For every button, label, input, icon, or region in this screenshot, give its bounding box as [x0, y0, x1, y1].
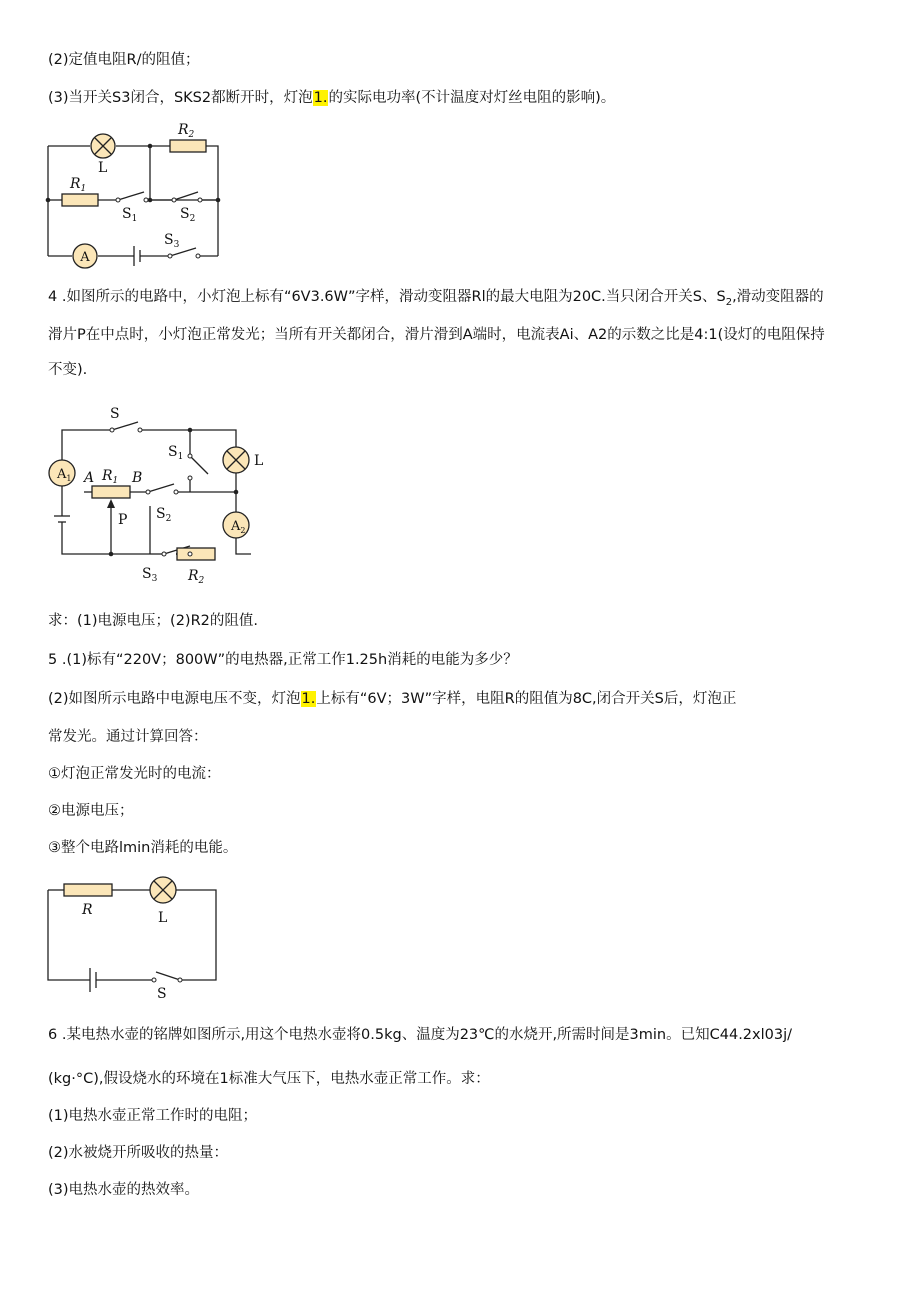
label-R: R [82, 902, 93, 918]
q4-line1-sub: 2 [725, 296, 733, 308]
label-S3-sub: 3 [151, 574, 158, 584]
ammeter-A1 [49, 460, 75, 486]
resistor-R1 [62, 194, 98, 206]
circuit-figure-3 [40, 872, 230, 1002]
label-S2: S [180, 206, 190, 222]
svg-text:S3 [142, 566, 158, 584]
label-S1-sub: 1 [131, 214, 138, 224]
svg-text:R2 [177, 122, 195, 140]
ammeter-label: A [80, 250, 90, 265]
q4-ask: 求：(1)电源电压；(2)R2的阻值. [48, 613, 258, 629]
label-S: S [110, 406, 120, 422]
q3-part3-text-b: 的实际电功率(不计温度对灯丝电阻的影响)。 [328, 90, 616, 106]
svg-text:R1 [101, 468, 118, 486]
bulb-symbol-L [91, 134, 115, 158]
q4-line1 [48, 287, 824, 313]
ammeter-A1-sub: 1 [66, 474, 72, 483]
q6-line2: (kg·°C),假设烧水的环境在1标准大气压下，电热水壶正常工作。求： [48, 1071, 490, 1087]
label-R1-sub: 1 [112, 476, 119, 486]
label-B-end: B [132, 470, 143, 486]
resistor-R2 [170, 140, 206, 152]
q5-line2-text-b: 上标有“6V；3W”字样，电阻R的阻值为8C,闭合开关S后，灯泡正 [316, 691, 737, 707]
q5-item3: ③整个电路lmin消耗的电能。 [48, 840, 238, 856]
circuit-figure-1 [40, 118, 240, 273]
label-S1-sub: 1 [177, 452, 184, 462]
label-S2: S [156, 506, 166, 522]
label-R1-sub: 1 [80, 184, 87, 194]
ammeter-A [73, 244, 97, 268]
q5-line1: 5 .(1)标有“220V；800W”的电热器,正常工作1.25h消耗的电能为多少？ [48, 652, 518, 668]
label-S3: S [142, 566, 152, 582]
label-R2-sub: 2 [198, 576, 205, 586]
q3-part3-text-a: (3)当开关S3闭合，SKS2都断开时，灯泡 [48, 90, 313, 106]
q5-line3: 常发光。通过计算回答： [48, 729, 208, 745]
q5-item1: ①灯泡正常发光时的电流： [48, 766, 221, 782]
q4-line1-text: 4 .如图所示的电路中，小灯泡上标有“6V3.6W”字样，滑动变阻器Rl的最大电阻为20C.当只闭合开关S、S [48, 289, 726, 305]
q5-line2-text-a: (2)如图所示电路中电源电压不变，灯泡 [48, 691, 301, 707]
q3-part3-highlight: 1. [313, 90, 328, 106]
label-R1: R [102, 468, 113, 484]
label-L: L [158, 910, 168, 926]
bulb-symbol-L [150, 877, 176, 903]
label-L: L [98, 160, 108, 176]
label-S2-sub: 2 [189, 214, 196, 224]
label-R2: R [178, 122, 189, 138]
label-S: S [157, 986, 167, 1002]
ammeter-A2-sub: 2 [240, 526, 246, 535]
resistor-R [64, 884, 112, 896]
label-R2-sub: 2 [188, 130, 195, 140]
svg-text:S1 [122, 206, 137, 224]
label-S2-sub: 2 [165, 514, 172, 524]
q6-item3: (3)电热水壶的热效率。 [48, 1182, 200, 1198]
svg-text:S2 [180, 206, 195, 224]
label-A-end: A [84, 470, 95, 486]
slider-arrow-P [107, 499, 115, 508]
svg-text:S2 [156, 506, 171, 524]
q4-line1-end: ,滑动变阻器的 [732, 289, 824, 305]
label-L: L [254, 453, 264, 469]
label-R2: R [188, 568, 199, 584]
svg-text:S1 [168, 444, 183, 462]
q6-item1: (1)电热水壶正常工作时的电阻； [48, 1108, 258, 1124]
bulb-symbol-L [223, 447, 249, 473]
label-S3: S [164, 232, 174, 248]
label-S1: S [168, 444, 178, 460]
q4-line2: 滑片P在中点时，小灯泡正常发光；当所有开关都闭合，滑片滑到A端时，电流表Ai、A2的示数之比是4:1(设灯的电阻保持 [48, 327, 825, 343]
circuit-figure-2 [40, 398, 280, 593]
q5-line2 [48, 689, 736, 709]
resistor-R2 [177, 548, 215, 560]
q5-item2: ②电源电压； [48, 803, 134, 819]
label-S1: S [122, 206, 132, 222]
q5-line2-highlight: 1. [301, 691, 316, 707]
q3-part2: (2)定值电阻R/的阻值； [48, 52, 200, 68]
q6-line1: 6 .某电热水壶的铭牌如图所示,用这个电热水壶将0.5kg、温度为23℃的水烧开,所需时间是3min。已知C44.2xl03j/ [48, 1027, 793, 1043]
label-R1: R [70, 176, 81, 192]
ammeter-A1-label: A [57, 467, 67, 482]
label-S3-sub: 3 [173, 240, 180, 250]
ammeter-A2-label: A [231, 519, 241, 534]
svg-text:S3 [164, 232, 180, 250]
q3-part3 [48, 88, 615, 108]
label-P: P [118, 512, 128, 528]
svg-text:R2 [187, 568, 205, 586]
q4-line3: 不变). [48, 362, 88, 378]
rheostat-R1 [92, 486, 130, 498]
svg-text:R1 [69, 176, 86, 194]
ammeter-A2 [223, 512, 249, 538]
q6-item2: (2)水被烧开所吸收的热量： [48, 1145, 229, 1161]
